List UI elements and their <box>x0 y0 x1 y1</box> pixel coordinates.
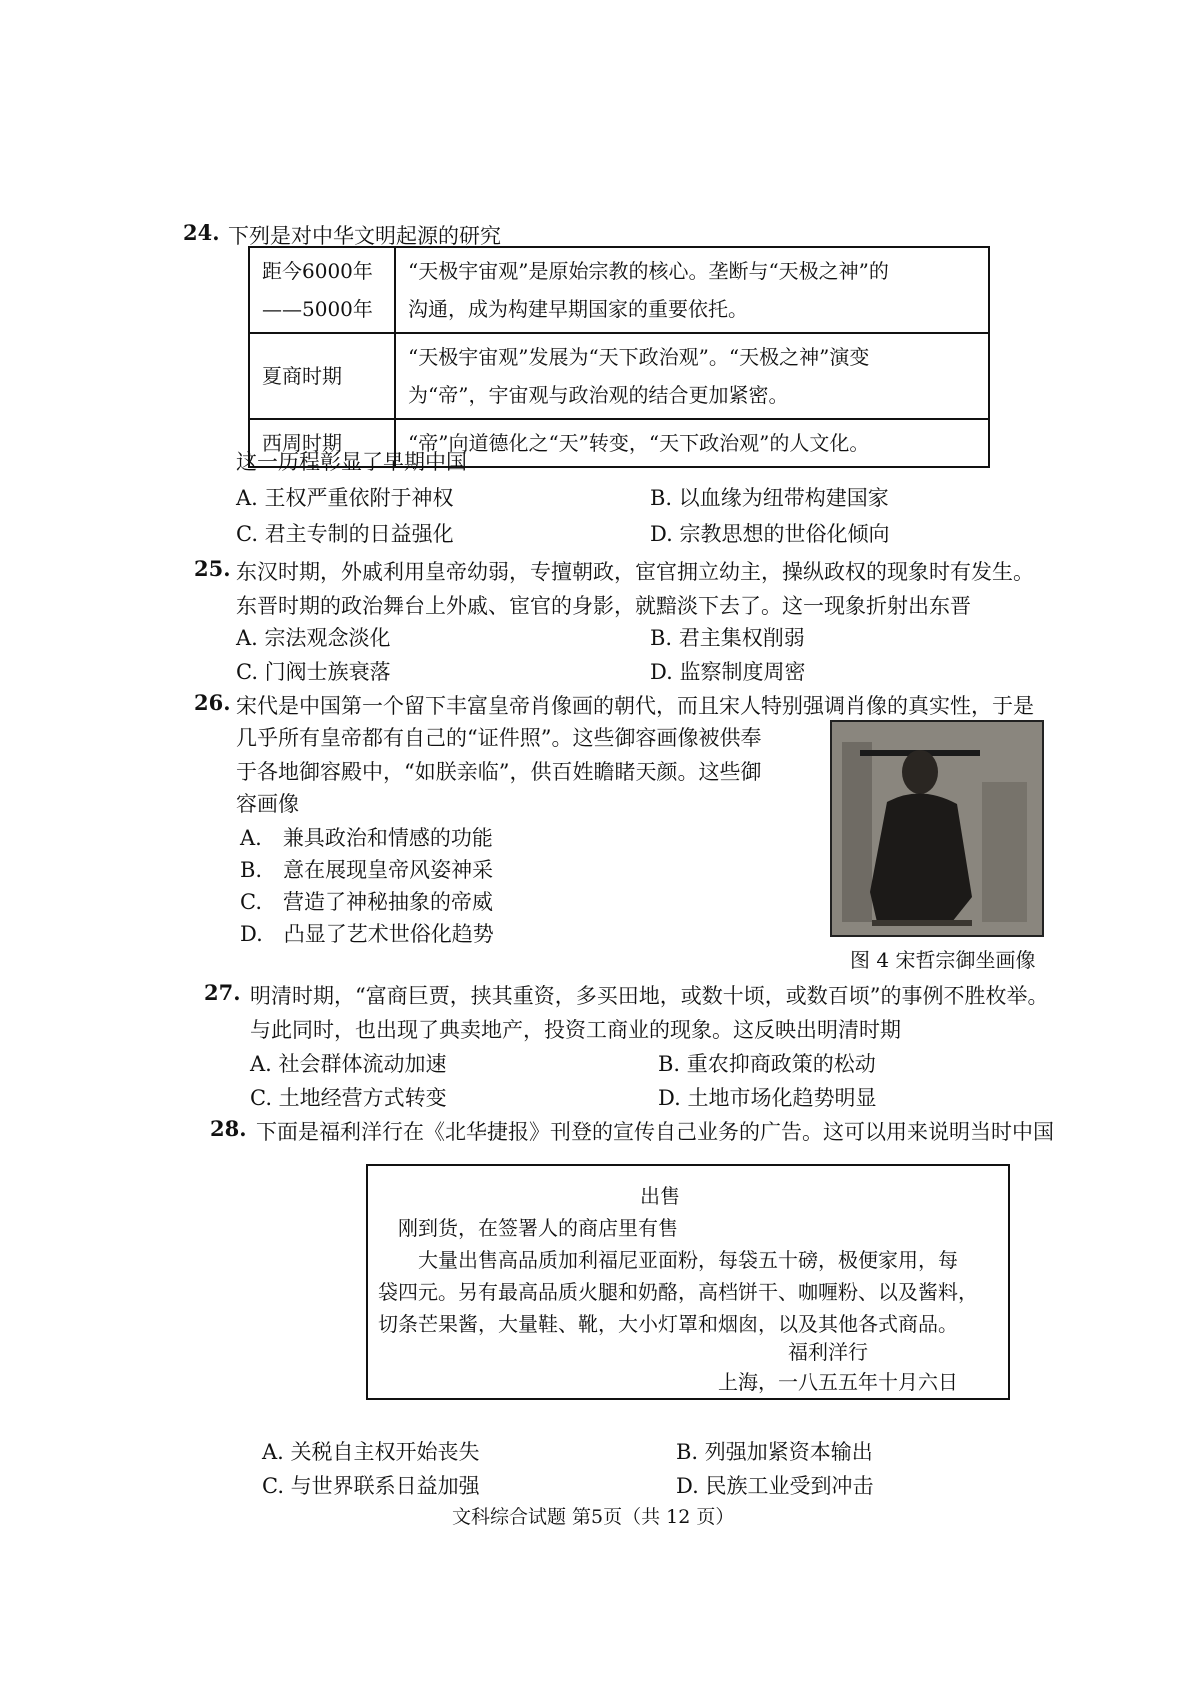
period-line: 夏商时期 <box>262 364 342 388</box>
content-line: 为“帝”，宇宙观与政治观的结合更加紧密。 <box>408 383 789 407</box>
q28-option-b[interactable]: B. 列强加紧资本输出 <box>676 1440 873 1464</box>
q26-option-c[interactable]: C. 营造了神秘抽象的帝威 <box>240 890 493 914</box>
ad-line: 切条芒果酱，大量鞋、靴，大小灯罩和烟囱，以及其他各式商品。 <box>378 1312 958 1336</box>
q24-period-cell <box>249 247 395 333</box>
q25-number: 25. <box>194 556 231 581</box>
q26-option-d[interactable]: D. 凸显了艺术世俗化趋势 <box>240 922 494 946</box>
q24-content-cell <box>395 247 989 333</box>
q28-option-a[interactable]: A. 关税自主权开始丧失 <box>262 1440 480 1464</box>
q26-stem-line: 容画像 <box>236 792 299 816</box>
q26-stem-line: 于各地御容殿中，“如朕亲临”，供百姓瞻睹天颜。这些御 <box>236 760 762 784</box>
content-line: “帝”向道德化之“天”转变，“天下政治观”的人文化。 <box>408 431 870 455</box>
q24-option-d[interactable]: D. 宗教思想的世俗化倾向 <box>650 522 890 546</box>
period-line: 西周时期 <box>262 431 342 455</box>
q24-stem: 下列是对中华文明起源的研究 <box>228 224 501 248</box>
q27-option-a[interactable]: A. 社会群体流动加速 <box>250 1052 447 1076</box>
q26-figure-caption: 图 4 宋哲宗御坐画像 <box>850 948 1036 972</box>
q27-stem-line: 与此同时，也出现了典卖地产，投资工商业的现象。这反映出明清时期 <box>250 1018 901 1042</box>
q28-advertisement-box <box>366 1164 1010 1400</box>
q24-number: 24. <box>183 220 220 245</box>
content-line: “天极宇宙观”发展为“天下政治观”。“天极之神”演变 <box>408 345 870 369</box>
ad-company: 福利洋行 <box>788 1340 868 1364</box>
table-row <box>249 247 989 333</box>
table-row <box>249 333 989 419</box>
q24-option-c[interactable]: C. 君主专制的日益强化 <box>236 522 454 546</box>
q25-stem-line: 东晋时期的政治舞台上外戚、宦官的身影，就黯淡下去了。这一现象折射出东晋 <box>236 594 971 618</box>
q28-stem: 下面是福利洋行在《北华捷报》刊登的宣传自己业务的广告。这可以用来说明当时中国 <box>256 1120 1054 1144</box>
emperor-portrait-image <box>830 720 1044 937</box>
period-line: ——5000年 <box>262 297 373 321</box>
q26-option-a[interactable]: A. 兼具政治和情感的功能 <box>240 826 493 850</box>
q24-content-cell <box>395 419 989 467</box>
q25-option-a[interactable]: A. 宗法观念淡化 <box>236 626 391 650</box>
q26-stem-line: 几乎所有皇帝都有自己的“证件照”。这些御容画像被供奉 <box>236 726 762 750</box>
q26-stem-line: 宋代是中国第一个留下丰富皇帝肖像画的朝代，而且宋人特别强调肖像的真实性，于是 <box>236 694 1034 718</box>
q28-option-d[interactable]: D. 民族工业受到冲击 <box>676 1474 874 1498</box>
q25-option-b[interactable]: B. 君主集权削弱 <box>650 626 805 650</box>
q24-period-cell <box>249 333 395 419</box>
q25-option-c[interactable]: C. 门阀士族衰落 <box>236 660 391 684</box>
q28-number: 28. <box>210 1116 247 1141</box>
ad-title: 出售 <box>640 1184 680 1208</box>
q25-stem-line: 东汉时期，外戚利用皇帝幼弱，专擅朝政，宦官拥立幼主，操纵政权的现象时有发生。 <box>236 560 1034 584</box>
q27-stem-line: 明清时期，“富商巨贾，挟其重资，多买田地，或数十顷，或数百顷”的事例不胜枚举。 <box>250 984 1049 1008</box>
q24-table <box>248 246 990 468</box>
q28-option-c[interactable]: C. 与世界联系日益加强 <box>262 1474 480 1498</box>
q27-option-b[interactable]: B. 重农抑商政策的松动 <box>658 1052 876 1076</box>
portrait-drawing <box>832 722 1042 935</box>
q25-option-d[interactable]: D. 监察制度周密 <box>650 660 806 684</box>
q26-number: 26. <box>194 690 231 715</box>
ad-date: 上海，一八五五年十月六日 <box>718 1370 958 1394</box>
q26-option-b[interactable]: B. 意在展现皇帝风姿神采 <box>240 858 494 882</box>
q24-option-b[interactable]: B. 以血缘为纽带构建国家 <box>650 486 889 510</box>
q27-number: 27. <box>204 980 241 1005</box>
q24-content-cell <box>395 333 989 419</box>
ad-line: 刚到货，在签署人的商店里有售 <box>398 1216 678 1240</box>
q24-option-a[interactable]: A. 王权严重依附于神权 <box>236 486 454 510</box>
period-line: 距今6000年 <box>262 259 373 283</box>
q27-option-c[interactable]: C. 土地经营方式转变 <box>250 1086 447 1110</box>
q27-option-d[interactable]: D. 土地市场化趋势明显 <box>658 1086 877 1110</box>
content-line: 沟通，成为构建早期国家的重要依托。 <box>408 297 748 321</box>
content-line: “天极宇宙观”是原始宗教的核心。垄断与“天极之神”的 <box>408 259 889 283</box>
q24-lead: 这一历程彰显了早期中国 <box>236 450 467 474</box>
ad-line: 袋四元。另有最高品质火腿和奶酪，高档饼干、咖喱粉、以及酱料， <box>378 1280 978 1304</box>
ad-line: 大量出售高品质加利福尼亚面粉，每袋五十磅，极便家用，每 <box>418 1248 958 1272</box>
page-footer: 文科综合试题 第5页（共 12 页） <box>452 1506 735 1528</box>
